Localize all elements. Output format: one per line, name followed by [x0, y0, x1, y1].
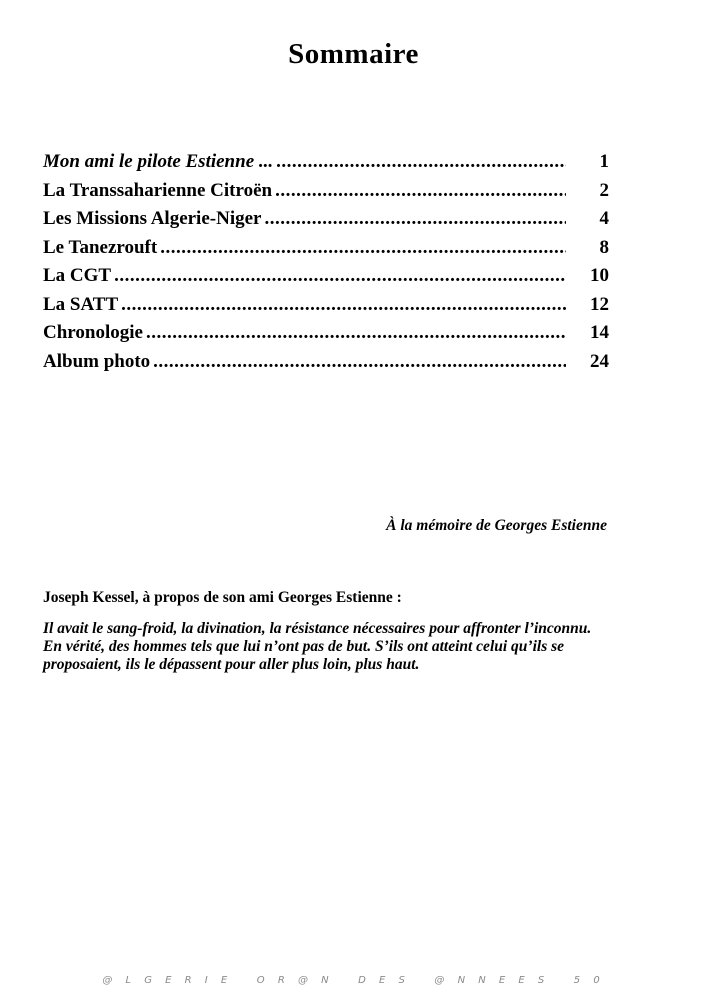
page-title: Sommaire — [288, 38, 419, 70]
toc-entry-label: Album photo — [43, 350, 151, 372]
toc-entry-label: Le Tanezrouft — [43, 236, 158, 258]
toc-entry-page: 24 — [590, 350, 609, 372]
toc-entry-page: 4 — [599, 208, 609, 229]
dot-leader — [275, 180, 566, 202]
dot-leader — [264, 208, 566, 230]
dot-leader — [146, 322, 566, 344]
toc-entry-label: La CGT — [43, 265, 112, 286]
dot-leader — [153, 351, 566, 373]
toc-entry[interactable] — [43, 151, 609, 180]
dot-leader — [121, 294, 566, 316]
quote-paragraph: En vérité, des hommes tels que lui n’ont pas de but. S’ils ont atteint celui qu’ils se proposaient, ils le dépassent pour aller plus loin, plus haut. — [43, 638, 565, 673]
toc-entry[interactable] — [43, 322, 609, 351]
toc-entry-page: 1 — [599, 151, 609, 172]
toc-entry[interactable] — [43, 351, 609, 380]
toc-entry-label: La SATT — [43, 293, 119, 315]
quote-paragraph: Il avait le sang-froid, la divination, la résistance nécessaires pour affronter l’inconnu. — [43, 620, 592, 637]
dedication: À la mémoire de Georges Estienne — [386, 517, 607, 534]
toc-entry-label: Chronologie — [43, 322, 143, 343]
quote-attribution: Joseph Kessel, à propos de son ami Georges Estienne : — [43, 589, 402, 606]
toc-entry-page: 10 — [590, 265, 609, 286]
toc-entry[interactable] — [43, 265, 609, 294]
toc-entry-page: 14 — [590, 322, 609, 343]
toc-entry-label: La Transsaharienne Citroën — [43, 179, 273, 201]
quote-text — [43, 620, 609, 674]
toc-entry[interactable] — [43, 208, 609, 237]
toc-entry-page: 12 — [590, 293, 609, 315]
dot-leader — [276, 151, 566, 173]
toc-entry-label: Mon ami le pilote Estienne ... — [43, 151, 274, 172]
toc-entry-label: Les Missions Algerie-Niger — [43, 208, 262, 229]
page-footer: @ L G E R I E O R @ N D E S @ N N E E S 5 0 — [102, 975, 605, 986]
toc-entry-page: 2 — [599, 179, 609, 201]
dot-leader — [114, 265, 566, 287]
toc-entry-page: 8 — [599, 236, 609, 258]
toc-entry[interactable] — [43, 294, 609, 323]
table-of-contents — [43, 151, 609, 379]
toc-entry[interactable] — [43, 180, 609, 209]
toc-entry[interactable] — [43, 237, 609, 266]
dot-leader — [160, 237, 566, 259]
